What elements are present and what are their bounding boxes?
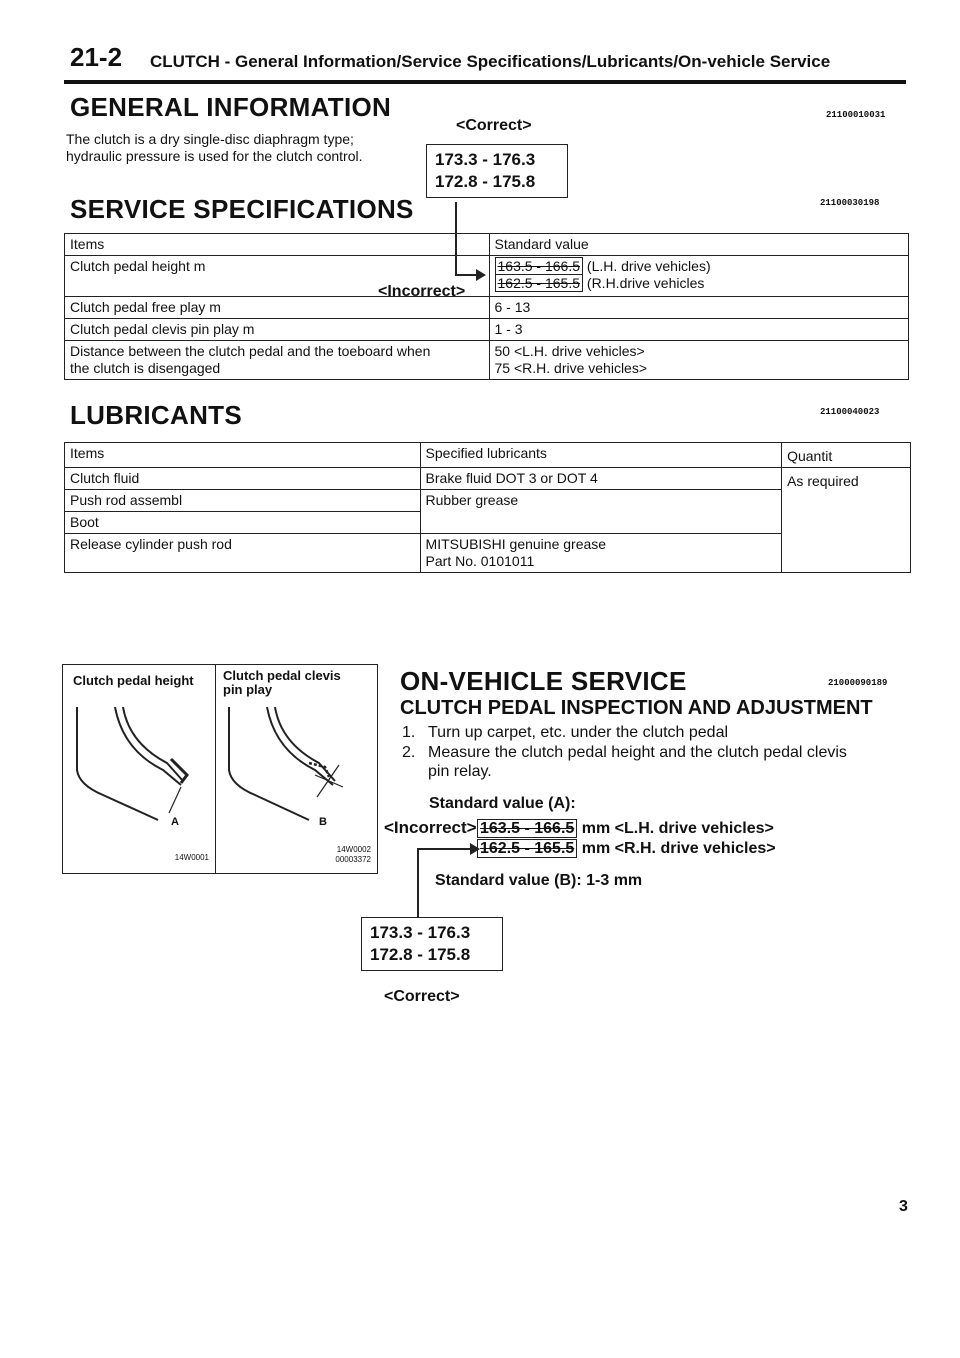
header-rule [64,80,906,84]
top-correct-value2: 172.8 - 175.8 [435,172,536,191]
step-2-text [428,743,847,781]
figure-right-code-line: 14W0002 [336,845,371,854]
spec-header-value: Standard value [489,234,909,256]
spec-item: Clutch pedal free play m [65,297,490,319]
figure-right-label-line: Clutch pedal clevis [223,668,341,683]
lub-header-quantity: Quantit [782,443,911,468]
spec-value-line: 75 <R.H. drive vehicles> [494,360,648,376]
standard-value-a-label: Standard value (A): [429,795,576,812]
service-specifications-heading: SERVICE SPECIFICATIONS [70,194,414,224]
spec-item: Clutch pedal height m [65,256,490,297]
on-vehicle-service-code: 21000090189 [828,678,888,688]
pedal-inspection-subheading: CLUTCH PEDAL INSPECTION AND ADJUSTMENT [400,697,873,719]
standard-value-a-rh [477,840,776,858]
top-correct-value1: 173.3 - 176.3 [435,150,536,169]
page-number: 3 [899,1198,908,1215]
lub-lubricant: Rubber grease [420,490,782,534]
step-2-line: pin relay. [428,763,492,780]
arrow-icon [470,843,480,855]
bottom-correct-value1: 173.3 - 176.3 [370,923,471,942]
value-suffix: mm <L.H. drive vehicles> [581,820,774,837]
figure-right-code-line: 00003372 [335,855,371,864]
lubricants-table [64,442,911,573]
value-suffix: (L.H. drive vehicles) [586,258,711,274]
marker-a: A [171,816,179,828]
arrow-icon [476,269,486,281]
pedal-figure [62,664,378,874]
section-number: 21-2 [70,42,123,72]
figure-left-code: 14W0001 [174,853,209,862]
spec-item-line: Distance between the clutch pedal and the toeboard when [70,343,431,359]
step-1-number: 1. [402,724,416,741]
top-correct-box [426,144,568,198]
spec-value: 6 - 13 [489,297,909,319]
struck-value: 163.5 - 166.5 [495,257,584,275]
dimension-line-a [169,787,181,813]
on-vehicle-service-heading: ON-VEHICLE SERVICE [400,666,687,696]
table-row [65,256,909,297]
floor-line-left [77,707,158,820]
general-information-line1: The clutch is a dry single-disc diaphragm type; [66,131,354,147]
standard-value-a-lh [477,820,774,838]
spec-item: Clutch pedal clevis pin play m [65,319,490,341]
struck-value: 162.5 - 165.5 [495,274,584,292]
lubricants-code: 21100040023 [820,407,880,417]
lub-item: Release cylinder push rod [65,534,421,573]
lub-item: Boot [65,512,421,534]
connector-line [417,848,419,918]
service-specifications-code: 21100030198 [820,198,880,208]
table-row [65,234,909,256]
lub-lubricant [420,534,782,573]
marker-b: B [319,816,327,828]
general-information-line2: hydraulic pressure is used for the clutch control. [66,148,363,164]
lub-header-lubricant: Specified lubricants [420,443,782,468]
figure-right-label [223,669,341,697]
value-suffix: (R.H.drive vehicles [586,275,705,291]
dimension-line-b [315,765,343,797]
service-specifications-table [64,233,909,380]
pedal-drawing [63,695,377,845]
lub-lubricant: Brake fluid DOT 3 or DOT 4 [420,468,782,490]
connector-line [455,274,477,276]
value-suffix: mm <R.H. drive vehicles> [581,840,776,857]
general-information-code: 21100010031 [826,110,886,120]
figure-right-label-line: pin play [223,682,273,697]
top-incorrect-label: <Incorrect> [378,283,466,300]
table-row [65,341,909,380]
table-row [65,468,911,490]
spec-item [65,341,490,380]
lub-item: Push rod assembl [65,490,421,512]
bottom-correct-box [361,917,503,971]
lub-item: Clutch fluid [65,468,421,490]
bottom-correct-label: <Correct> [384,988,460,1005]
figure-left-label: Clutch pedal height [73,673,194,688]
lub-header-items: Items [65,443,421,468]
top-correct-label: <Correct> [456,117,532,134]
standard-value-b: Standard value (B): 1-3 mm [435,872,643,889]
lub-quantity: As required [782,468,911,573]
step-2-line: Measure the clutch pedal height and the clutch pedal clevis [428,744,847,761]
step-1-text: Turn up carpet, etc. under the clutch pedal [428,724,729,741]
bottom-correct-value2: 172.8 - 175.8 [370,945,471,964]
struck-value: 163.5 - 166.5 [477,819,577,838]
table-row [65,319,909,341]
spec-header-items: Items [65,234,490,256]
connector-line [455,202,457,275]
struck-value: 162.5 - 165.5 [477,839,577,858]
spec-value: 1 - 3 [489,319,909,341]
step-2-number: 2. [402,744,416,761]
table-row [65,443,911,468]
lub-lubricant-line: Part No. 0101011 [425,553,535,569]
spec-item-line: the clutch is disengaged [70,360,221,376]
page-header-title: CLUTCH - General Information/Service Specifications/Lubricants/On-vehicle Service [150,52,831,71]
spec-value [489,256,909,297]
bottom-incorrect-label: <Incorrect> [384,818,477,837]
table-row [65,297,909,319]
spec-value [489,341,909,380]
figure-right-code [303,845,371,865]
lub-lubricant-line: MITSUBISHI genuine grease [425,536,607,552]
lubricants-heading: LUBRICANTS [70,400,242,430]
general-information-heading: GENERAL INFORMATION [70,92,392,122]
spec-value-line: 50 <L.H. drive vehicles> [494,343,645,359]
connector-line [417,848,475,850]
floor-line-right [229,707,309,820]
